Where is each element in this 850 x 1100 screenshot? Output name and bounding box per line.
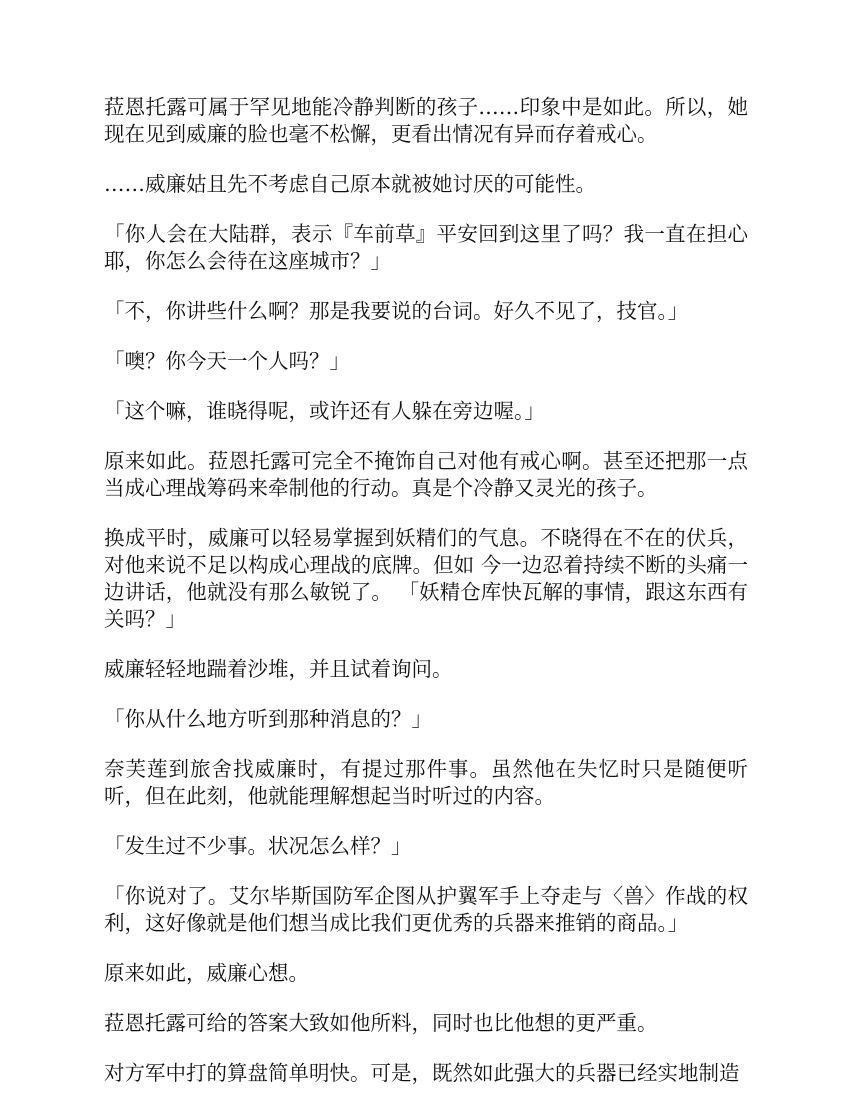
paragraph-14: 原来如此，威廉心想。 bbox=[104, 961, 309, 985]
paragraph-5: 「噢？你今天一个人吗？」 bbox=[104, 349, 350, 373]
paragraph-7: 原来如此。菈恩托露可完全不掩饰自己对他有戒心啊。甚至还把那一点当成心理战筹码来牵制他的行动。真是个冷静又灵光的孩子。 bbox=[104, 449, 748, 500]
paragraph-10: 「你从什么地方听到那种消息的？」 bbox=[104, 707, 432, 731]
document-page bbox=[104, 94, 748, 1087]
paragraph-11: 奈芙莲到旅舍找威廉时，有提过那件事。虽然他在失忆时只是随便听听，但在此刻，他就能理解想起当时听过的内容。 bbox=[104, 757, 748, 808]
paragraph-9: 威廉轻轻地踹着沙堆，并且试着询问。 bbox=[104, 657, 453, 681]
paragraph-8: 换成平时，威廉可以轻易掌握到妖精们的气息。不晓得在不在的伏兵，对他来说不足以构成心理战的底牌。但如 今一边忍着持续不断的头痛一边讲话，他就没有那么敏锐了。 「妖精仓库快瓦解的事情，跟这东西有关吗？」 bbox=[104, 526, 748, 631]
paragraph-12: 「发生过不少事。状况怎么样？」 bbox=[104, 834, 412, 858]
paragraph-2: ……威廉姑且先不考虑自己原本就被她讨厌的可能性。 bbox=[104, 172, 596, 196]
paragraph-3: 「你人会在大陆群，表示『车前草』平安回到这里了吗？我一直在担心耶，你怎么会待在这座城市？」 bbox=[104, 222, 748, 273]
paragraph-16: 对方军中打的算盘简单明快。可是，既然如此强大的兵器已经实地制造 bbox=[104, 1061, 740, 1085]
paragraph-6: 「这个嘛，谁晓得呢，或许还有人躲在旁边喔。」 bbox=[104, 399, 545, 423]
paragraph-1: 菈恩托露可属于罕见地能冷静判断的孩子……印象中是如此。所以，她现在见到威廉的脸也毫不松懈，更看出情况有异而存着戒心。 bbox=[104, 95, 748, 146]
paragraph-13: 「你说对了。艾尔毕斯国防军企图从护翼军手上夺走与〈兽〉作战的权利，这好像就是他们想当成比我们更优秀的兵器来推销的商品。」 bbox=[104, 884, 748, 935]
paragraph-4: 「不，你讲些什么啊？那是我要说的台词。好久不见了，技官。」 bbox=[104, 299, 689, 323]
paragraph-15: 菈恩托露可给的答案大致如他所料，同时也比他想的更严重。 bbox=[104, 1011, 658, 1035]
